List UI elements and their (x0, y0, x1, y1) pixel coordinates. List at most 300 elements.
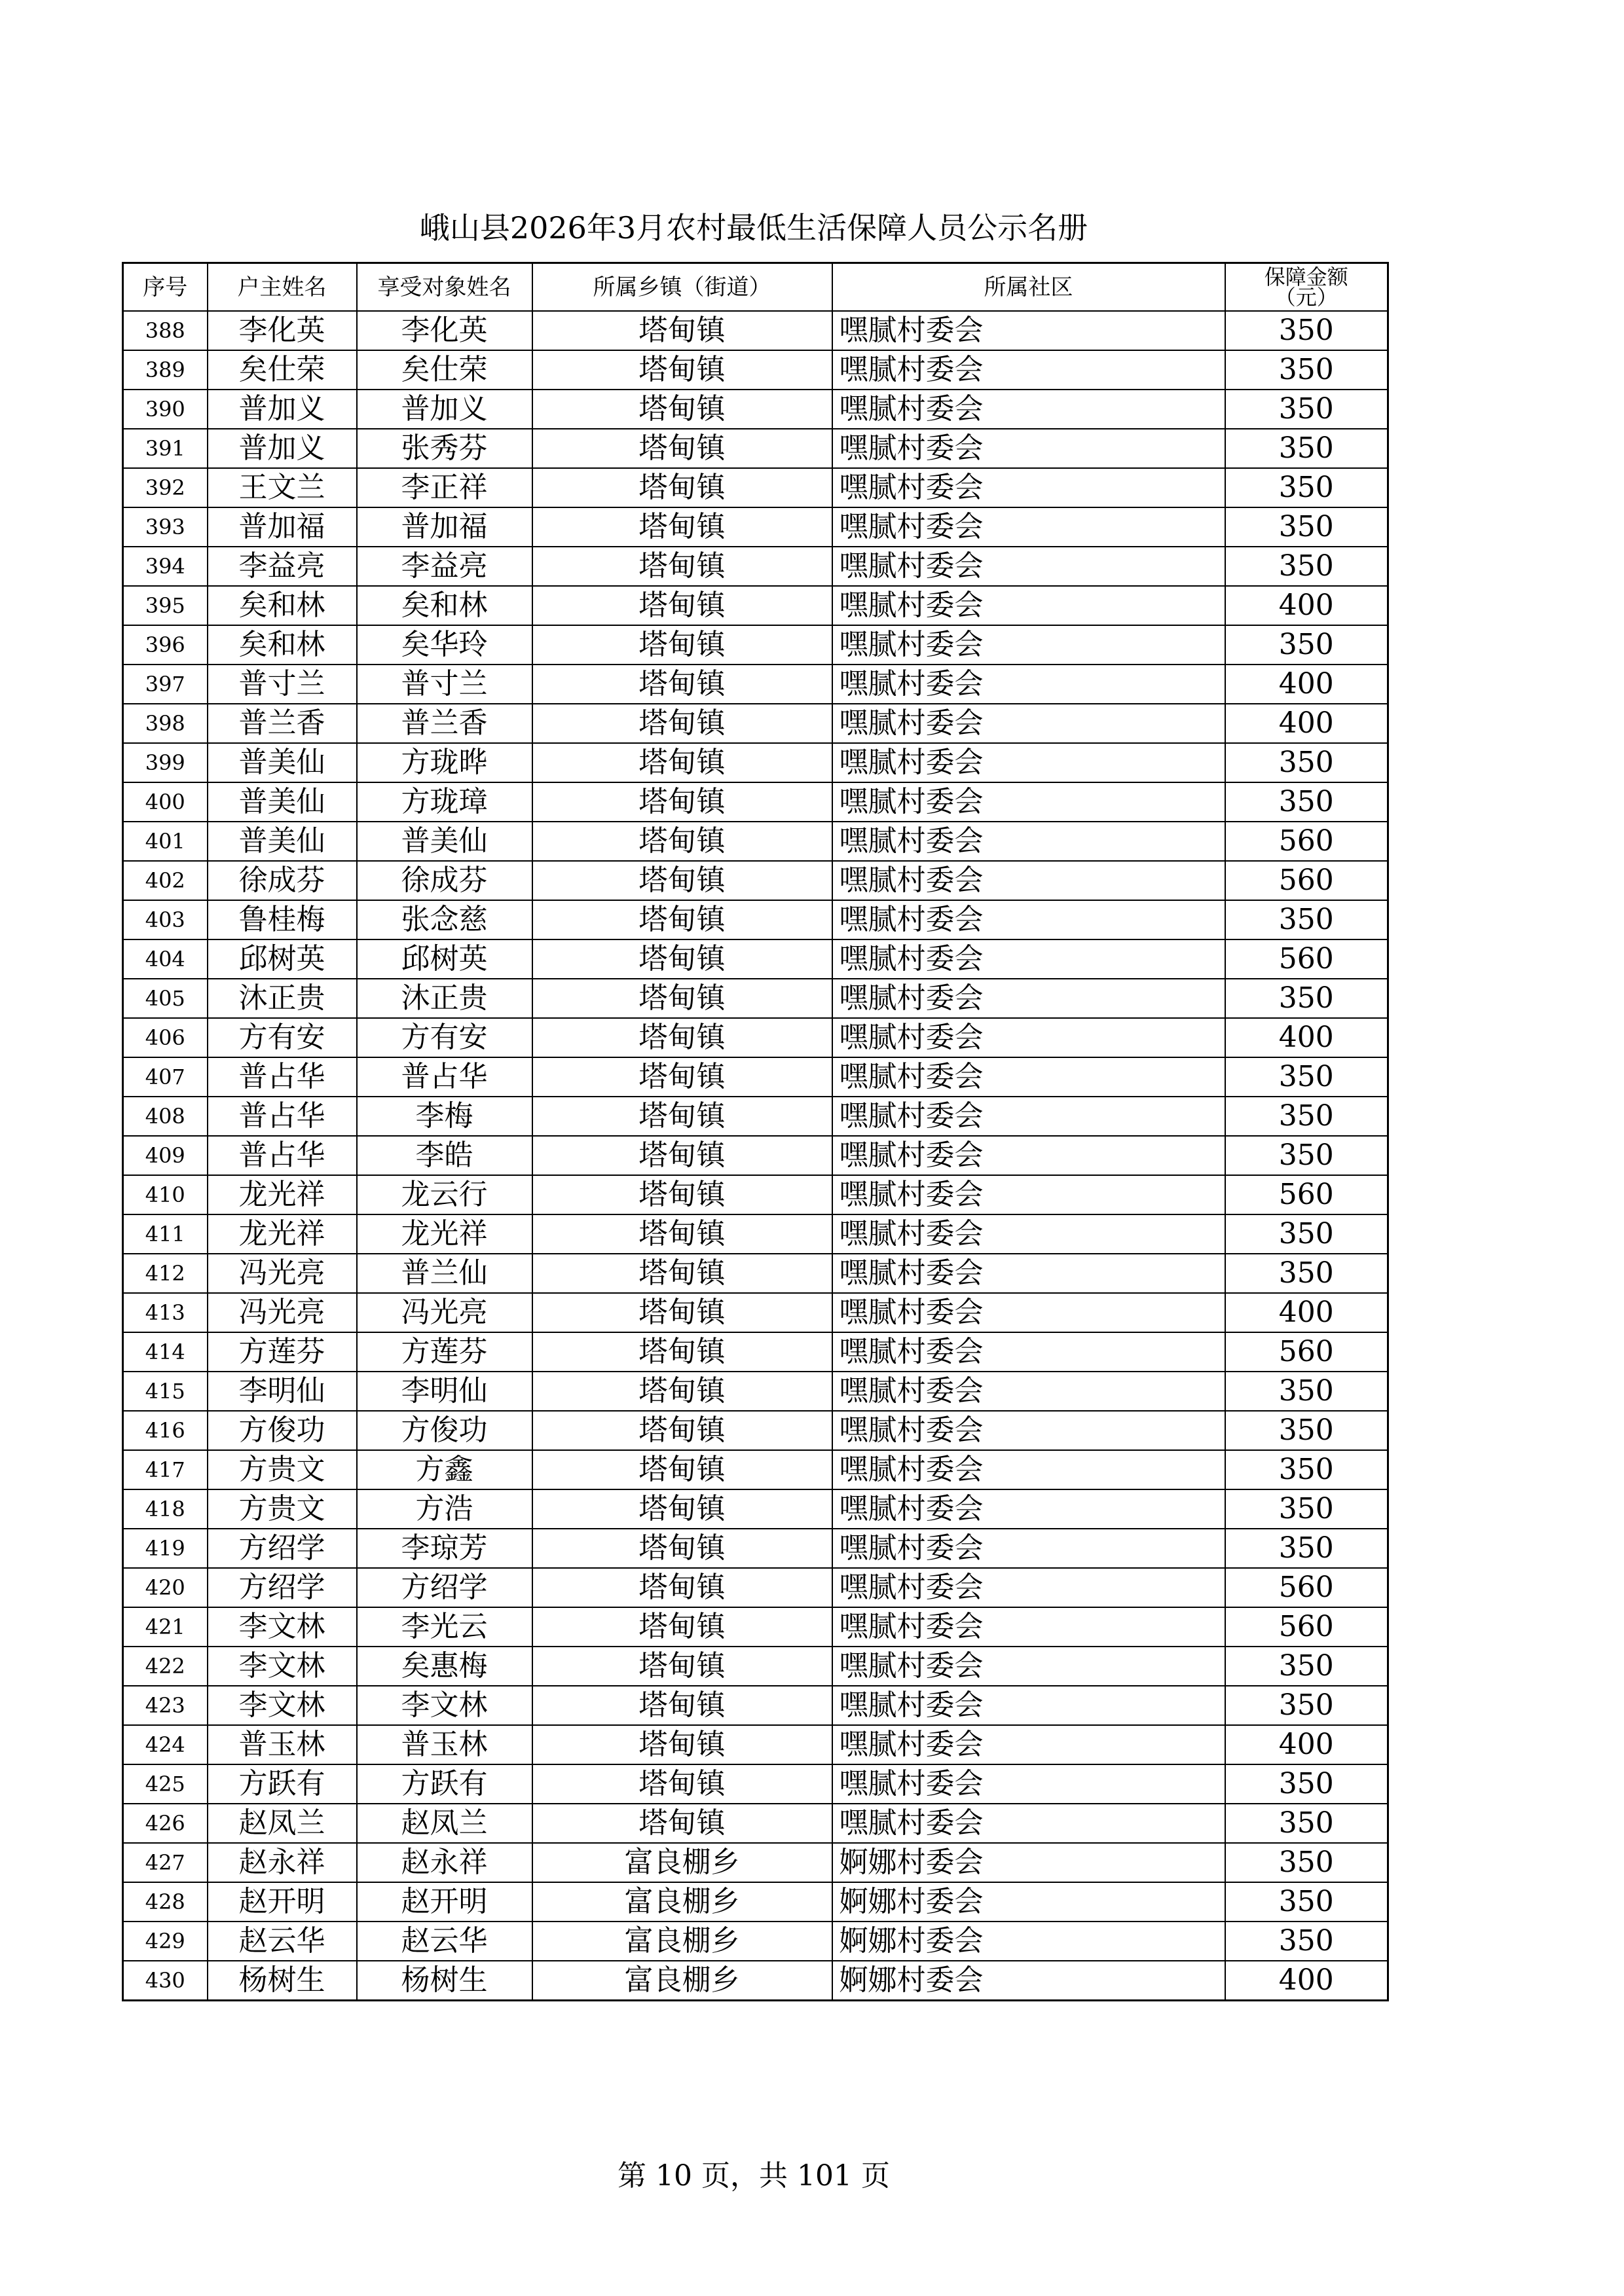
table-row (123, 429, 1388, 468)
cell-seq: 396 (123, 625, 208, 665)
table-row (123, 1018, 1388, 1057)
cell-amount: 350 (1225, 1843, 1388, 1882)
cell-amount: 350 (1225, 468, 1388, 507)
cell-seq: 399 (123, 743, 208, 782)
cell-beneficiary: 李皓 (357, 1136, 532, 1175)
cell-township: 富良棚乡 (532, 1961, 832, 2001)
cell-amount: 350 (1225, 429, 1388, 468)
cell-household-head: 李明仙 (208, 1372, 357, 1411)
cell-community: 嘿腻村委会 (832, 1607, 1225, 1647)
cell-township: 塔甸镇 (532, 1097, 832, 1136)
cell-beneficiary: 李文林 (357, 1686, 532, 1725)
cell-seq: 412 (123, 1254, 208, 1293)
cell-seq: 388 (123, 311, 208, 350)
cell-household-head: 李文林 (208, 1686, 357, 1725)
cell-amount: 350 (1225, 507, 1388, 547)
cell-seq: 389 (123, 350, 208, 390)
header-amount-line1: 保障金额 (1264, 264, 1348, 289)
cell-community: 婀娜村委会 (832, 1843, 1225, 1882)
cell-seq: 398 (123, 704, 208, 743)
cell-seq: 401 (123, 822, 208, 861)
cell-amount: 560 (1225, 939, 1388, 979)
cell-community: 嘿腻村委会 (832, 979, 1225, 1018)
cell-township: 塔甸镇 (532, 900, 832, 939)
cell-household-head: 普美仙 (208, 822, 357, 861)
cell-seq: 421 (123, 1607, 208, 1647)
cell-community: 嘿腻村委会 (832, 350, 1225, 390)
cell-township: 塔甸镇 (532, 704, 832, 743)
cell-beneficiary: 方莲芬 (357, 1332, 532, 1372)
cell-beneficiary: 龙云行 (357, 1175, 532, 1214)
cell-seq: 403 (123, 900, 208, 939)
cell-community: 嘿腻村委会 (832, 468, 1225, 507)
cell-household-head: 李文林 (208, 1607, 357, 1647)
cell-beneficiary: 赵凤兰 (357, 1804, 532, 1843)
cell-beneficiary: 矣仕荣 (357, 350, 532, 390)
cell-community: 嘿腻村委会 (832, 1372, 1225, 1411)
cell-community: 嘿腻村委会 (832, 429, 1225, 468)
cell-township: 塔甸镇 (532, 665, 832, 704)
cell-amount: 350 (1225, 979, 1388, 1018)
cell-township: 塔甸镇 (532, 507, 832, 547)
cell-township: 塔甸镇 (532, 586, 832, 625)
cell-community: 嘿腻村委会 (832, 1136, 1225, 1175)
cell-township: 塔甸镇 (532, 1450, 832, 1489)
cell-seq: 424 (123, 1725, 208, 1764)
cell-community: 嘿腻村委会 (832, 547, 1225, 586)
cell-township: 塔甸镇 (532, 1018, 832, 1057)
header-township: 所属乡镇（街道） (532, 263, 832, 312)
header-beneficiary: 享受对象姓名 (357, 263, 532, 312)
cell-household-head: 方绍学 (208, 1568, 357, 1607)
table-row (123, 625, 1388, 665)
cell-beneficiary: 方跃有 (357, 1764, 532, 1804)
cell-township: 塔甸镇 (532, 1175, 832, 1214)
cell-community: 嘿腻村委会 (832, 1097, 1225, 1136)
cell-amount: 350 (1225, 1372, 1388, 1411)
cell-amount: 350 (1225, 1057, 1388, 1097)
cell-beneficiary: 方俊功 (357, 1411, 532, 1450)
cell-township: 塔甸镇 (532, 350, 832, 390)
cell-seq: 397 (123, 665, 208, 704)
cell-community: 嘿腻村委会 (832, 1018, 1225, 1057)
cell-township: 塔甸镇 (532, 1725, 832, 1764)
cell-beneficiary: 矣惠梅 (357, 1647, 532, 1686)
cell-community: 嘿腻村委会 (832, 1293, 1225, 1332)
cell-township: 塔甸镇 (532, 1607, 832, 1647)
cell-beneficiary: 普美仙 (357, 822, 532, 861)
cell-household-head: 杨树生 (208, 1961, 357, 2001)
cell-seq: 419 (123, 1529, 208, 1568)
cell-amount: 400 (1225, 586, 1388, 625)
cell-beneficiary: 方珑璋 (357, 782, 532, 822)
cell-township: 塔甸镇 (532, 1411, 832, 1450)
cell-seq: 391 (123, 429, 208, 468)
cell-household-head: 方跃有 (208, 1764, 357, 1804)
cell-beneficiary: 徐成芬 (357, 861, 532, 900)
cell-beneficiary: 李益亮 (357, 547, 532, 586)
table-row (123, 350, 1388, 390)
table-row (123, 1764, 1388, 1804)
cell-community: 嘿腻村委会 (832, 507, 1225, 547)
cell-community: 嘿腻村委会 (832, 1175, 1225, 1214)
table-row (123, 782, 1388, 822)
table-row (123, 665, 1388, 704)
table-row (123, 1686, 1388, 1725)
cell-community: 嘿腻村委会 (832, 665, 1225, 704)
table-row (123, 390, 1388, 429)
cell-beneficiary: 普占华 (357, 1057, 532, 1097)
table-row (123, 586, 1388, 625)
cell-township: 塔甸镇 (532, 1529, 832, 1568)
cell-community: 嘿腻村委会 (832, 311, 1225, 350)
cell-household-head: 普寸兰 (208, 665, 357, 704)
cell-seq: 393 (123, 507, 208, 547)
cell-amount: 350 (1225, 782, 1388, 822)
cell-amount: 350 (1225, 625, 1388, 665)
table-header-row (123, 263, 1388, 312)
cell-beneficiary: 张秀芬 (357, 429, 532, 468)
cell-beneficiary: 方有安 (357, 1018, 532, 1057)
cell-amount: 350 (1225, 1764, 1388, 1804)
table-row (123, 1843, 1388, 1882)
table-row (123, 900, 1388, 939)
cell-household-head: 矣仕荣 (208, 350, 357, 390)
cell-community: 嘿腻村委会 (832, 939, 1225, 979)
cell-household-head: 方有安 (208, 1018, 357, 1057)
table-row (123, 507, 1388, 547)
cell-community: 嘿腻村委会 (832, 1450, 1225, 1489)
cell-amount: 350 (1225, 1804, 1388, 1843)
table-row (123, 468, 1388, 507)
cell-community: 嘿腻村委会 (832, 1057, 1225, 1097)
table-row (123, 1293, 1388, 1332)
cell-beneficiary: 普加福 (357, 507, 532, 547)
cell-seq: 430 (123, 1961, 208, 2001)
cell-seq: 410 (123, 1175, 208, 1214)
cell-beneficiary: 矣和林 (357, 586, 532, 625)
cell-household-head: 普玉林 (208, 1725, 357, 1764)
cell-community: 嘿腻村委会 (832, 861, 1225, 900)
cell-seq: 428 (123, 1882, 208, 1922)
table-row (123, 1136, 1388, 1175)
cell-beneficiary: 方浩 (357, 1489, 532, 1529)
cell-amount: 350 (1225, 1411, 1388, 1450)
cell-community: 嘿腻村委会 (832, 625, 1225, 665)
cell-beneficiary: 邱树英 (357, 939, 532, 979)
cell-household-head: 普美仙 (208, 743, 357, 782)
table-row (123, 939, 1388, 979)
cell-household-head: 普加福 (208, 507, 357, 547)
cell-seq: 402 (123, 861, 208, 900)
cell-township: 塔甸镇 (532, 468, 832, 507)
cell-amount: 350 (1225, 1214, 1388, 1254)
cell-township: 塔甸镇 (532, 1568, 832, 1607)
cell-household-head: 沐正贵 (208, 979, 357, 1018)
cell-community: 嘿腻村委会 (832, 782, 1225, 822)
cell-household-head: 方贵文 (208, 1450, 357, 1489)
roster-table (122, 262, 1389, 2001)
cell-township: 塔甸镇 (532, 861, 832, 900)
cell-amount: 400 (1225, 1725, 1388, 1764)
cell-household-head: 李文林 (208, 1647, 357, 1686)
cell-beneficiary: 方绍学 (357, 1568, 532, 1607)
cell-amount: 400 (1225, 1293, 1388, 1332)
cell-community: 嘿腻村委会 (832, 1647, 1225, 1686)
cell-community: 嘿腻村委会 (832, 900, 1225, 939)
page-number: 第 10 页，共 101 页 (618, 2159, 890, 2193)
cell-household-head: 普占华 (208, 1097, 357, 1136)
cell-amount: 560 (1225, 1332, 1388, 1372)
header-seq: 序号 (123, 263, 208, 312)
cell-township: 塔甸镇 (532, 1372, 832, 1411)
cell-amount: 400 (1225, 1961, 1388, 2001)
cell-township: 富良棚乡 (532, 1922, 832, 1961)
cell-household-head: 方贵文 (208, 1489, 357, 1529)
cell-township: 塔甸镇 (532, 390, 832, 429)
cell-township: 富良棚乡 (532, 1843, 832, 1882)
table-row (123, 1372, 1388, 1411)
cell-township: 塔甸镇 (532, 547, 832, 586)
cell-amount: 350 (1225, 900, 1388, 939)
cell-township: 塔甸镇 (532, 1804, 832, 1843)
cell-township: 塔甸镇 (532, 429, 832, 468)
table-row (123, 743, 1388, 782)
cell-community: 嘿腻村委会 (832, 1568, 1225, 1607)
cell-beneficiary: 张念慈 (357, 900, 532, 939)
table-row (123, 1254, 1388, 1293)
cell-amount: 350 (1225, 1136, 1388, 1175)
cell-amount: 350 (1225, 1922, 1388, 1961)
table-row (123, 547, 1388, 586)
cell-community: 嘿腻村委会 (832, 743, 1225, 782)
cell-seq: 406 (123, 1018, 208, 1057)
cell-household-head: 普美仙 (208, 782, 357, 822)
table-row (123, 1568, 1388, 1607)
cell-beneficiary: 普寸兰 (357, 665, 532, 704)
cell-township: 塔甸镇 (532, 1332, 832, 1372)
cell-household-head: 赵云华 (208, 1922, 357, 1961)
table-row (123, 1647, 1388, 1686)
cell-township: 塔甸镇 (532, 625, 832, 665)
cell-beneficiary: 沐正贵 (357, 979, 532, 1018)
cell-beneficiary: 方珑晔 (357, 743, 532, 782)
cell-seq: 426 (123, 1804, 208, 1843)
cell-beneficiary: 普加义 (357, 390, 532, 429)
cell-seq: 390 (123, 390, 208, 429)
cell-household-head: 李化英 (208, 311, 357, 350)
cell-seq: 404 (123, 939, 208, 979)
cell-amount: 560 (1225, 1568, 1388, 1607)
cell-township: 富良棚乡 (532, 1882, 832, 1922)
cell-seq: 422 (123, 1647, 208, 1686)
cell-beneficiary: 普玉林 (357, 1725, 532, 1764)
cell-seq: 427 (123, 1843, 208, 1882)
cell-community: 嘿腻村委会 (832, 1489, 1225, 1529)
table-row (123, 822, 1388, 861)
cell-beneficiary: 普兰香 (357, 704, 532, 743)
cell-seq: 411 (123, 1214, 208, 1254)
cell-township: 塔甸镇 (532, 1136, 832, 1175)
table-row (123, 1804, 1388, 1843)
cell-amount: 350 (1225, 1686, 1388, 1725)
header-amount-line2: （元） (1274, 284, 1338, 310)
cell-township: 塔甸镇 (532, 743, 832, 782)
cell-beneficiary: 赵永祥 (357, 1843, 532, 1882)
page-title: 峨山县2026年3月农村最低生活保障人员公示名册 (419, 210, 1088, 246)
table-row (123, 1057, 1388, 1097)
table-row (123, 1607, 1388, 1647)
cell-community: 嘿腻村委会 (832, 1764, 1225, 1804)
cell-township: 塔甸镇 (532, 1057, 832, 1097)
table-row (123, 1922, 1388, 1961)
cell-seq: 425 (123, 1764, 208, 1804)
cell-community: 嘿腻村委会 (832, 390, 1225, 429)
cell-household-head: 矣和林 (208, 586, 357, 625)
cell-seq: 429 (123, 1922, 208, 1961)
cell-amount: 350 (1225, 743, 1388, 782)
cell-amount: 350 (1225, 1647, 1388, 1686)
table-row (123, 1961, 1388, 2001)
cell-amount: 560 (1225, 1607, 1388, 1647)
cell-amount: 350 (1225, 1097, 1388, 1136)
table-row (123, 704, 1388, 743)
cell-beneficiary: 龙光祥 (357, 1214, 532, 1254)
cell-community: 嘿腻村委会 (832, 1725, 1225, 1764)
cell-amount: 560 (1225, 1175, 1388, 1214)
table-row (123, 1725, 1388, 1764)
cell-seq: 394 (123, 547, 208, 586)
cell-seq: 395 (123, 586, 208, 625)
cell-community: 嘿腻村委会 (832, 822, 1225, 861)
table-row (123, 1214, 1388, 1254)
cell-household-head: 王文兰 (208, 468, 357, 507)
cell-community: 嘿腻村委会 (832, 586, 1225, 625)
table-row (123, 1097, 1388, 1136)
cell-township: 塔甸镇 (532, 1764, 832, 1804)
cell-household-head: 赵凤兰 (208, 1804, 357, 1843)
cell-community: 嘿腻村委会 (832, 1529, 1225, 1568)
header-household-head: 户主姓名 (208, 263, 357, 312)
cell-township: 塔甸镇 (532, 979, 832, 1018)
cell-community: 嘿腻村委会 (832, 1411, 1225, 1450)
cell-amount: 350 (1225, 1529, 1388, 1568)
cell-household-head: 普兰香 (208, 704, 357, 743)
table-row (123, 1529, 1388, 1568)
table-row (123, 1332, 1388, 1372)
cell-beneficiary: 矣华玲 (357, 625, 532, 665)
cell-beneficiary: 方鑫 (357, 1450, 532, 1489)
cell-household-head: 赵开明 (208, 1882, 357, 1922)
cell-township: 塔甸镇 (532, 782, 832, 822)
cell-household-head: 普占华 (208, 1136, 357, 1175)
cell-township: 塔甸镇 (532, 1214, 832, 1254)
cell-seq: 408 (123, 1097, 208, 1136)
cell-household-head: 普加义 (208, 429, 357, 468)
cell-township: 塔甸镇 (532, 1489, 832, 1529)
cell-seq: 415 (123, 1372, 208, 1411)
table-row (123, 861, 1388, 900)
cell-amount: 350 (1225, 311, 1388, 350)
cell-community: 婀娜村委会 (832, 1922, 1225, 1961)
cell-seq: 407 (123, 1057, 208, 1097)
cell-beneficiary: 普兰仙 (357, 1254, 532, 1293)
cell-household-head: 冯光亮 (208, 1293, 357, 1332)
cell-township: 塔甸镇 (532, 822, 832, 861)
cell-community: 嘿腻村委会 (832, 1686, 1225, 1725)
cell-household-head: 李益亮 (208, 547, 357, 586)
cell-amount: 350 (1225, 1254, 1388, 1293)
cell-community: 婀娜村委会 (832, 1882, 1225, 1922)
cell-community: 嘿腻村委会 (832, 1214, 1225, 1254)
cell-amount: 350 (1225, 547, 1388, 586)
cell-township: 塔甸镇 (532, 1647, 832, 1686)
table-row (123, 1175, 1388, 1214)
cell-seq: 423 (123, 1686, 208, 1725)
table-row (123, 979, 1388, 1018)
cell-community: 嘿腻村委会 (832, 1254, 1225, 1293)
cell-beneficiary: 冯光亮 (357, 1293, 532, 1332)
cell-beneficiary: 李梅 (357, 1097, 532, 1136)
cell-community: 婀娜村委会 (832, 1961, 1225, 2001)
cell-beneficiary: 李明仙 (357, 1372, 532, 1411)
cell-household-head: 方绍学 (208, 1529, 357, 1568)
cell-beneficiary: 李化英 (357, 311, 532, 350)
cell-township: 塔甸镇 (532, 939, 832, 979)
cell-beneficiary: 杨树生 (357, 1961, 532, 2001)
cell-amount: 350 (1225, 1882, 1388, 1922)
cell-amount: 560 (1225, 861, 1388, 900)
cell-seq: 413 (123, 1293, 208, 1332)
cell-household-head: 邱树英 (208, 939, 357, 979)
cell-household-head: 龙光祥 (208, 1214, 357, 1254)
cell-beneficiary: 赵云华 (357, 1922, 532, 1961)
cell-community: 嘿腻村委会 (832, 1332, 1225, 1372)
cell-household-head: 普占华 (208, 1057, 357, 1097)
cell-amount: 400 (1225, 665, 1388, 704)
cell-township: 塔甸镇 (532, 311, 832, 350)
cell-amount: 400 (1225, 1018, 1388, 1057)
table-row (123, 311, 1388, 350)
cell-amount: 560 (1225, 822, 1388, 861)
table-row (123, 1450, 1388, 1489)
cell-seq: 409 (123, 1136, 208, 1175)
cell-amount: 350 (1225, 390, 1388, 429)
roster-body (123, 311, 1388, 2001)
cell-amount: 350 (1225, 350, 1388, 390)
cell-amount: 350 (1225, 1450, 1388, 1489)
header-community: 所属社区 (832, 263, 1225, 312)
cell-seq: 392 (123, 468, 208, 507)
cell-beneficiary: 赵开明 (357, 1882, 532, 1922)
cell-household-head: 普加义 (208, 390, 357, 429)
cell-seq: 416 (123, 1411, 208, 1450)
cell-amount: 350 (1225, 1489, 1388, 1529)
cell-household-head: 冯光亮 (208, 1254, 357, 1293)
cell-township: 塔甸镇 (532, 1254, 832, 1293)
table-row (123, 1411, 1388, 1450)
table-row (123, 1882, 1388, 1922)
cell-seq: 420 (123, 1568, 208, 1607)
cell-seq: 414 (123, 1332, 208, 1372)
cell-household-head: 龙光祥 (208, 1175, 357, 1214)
cell-seq: 400 (123, 782, 208, 822)
cell-seq: 417 (123, 1450, 208, 1489)
header-amount (1225, 263, 1388, 312)
cell-seq: 418 (123, 1489, 208, 1529)
cell-household-head: 徐成芬 (208, 861, 357, 900)
cell-household-head: 方俊功 (208, 1411, 357, 1450)
